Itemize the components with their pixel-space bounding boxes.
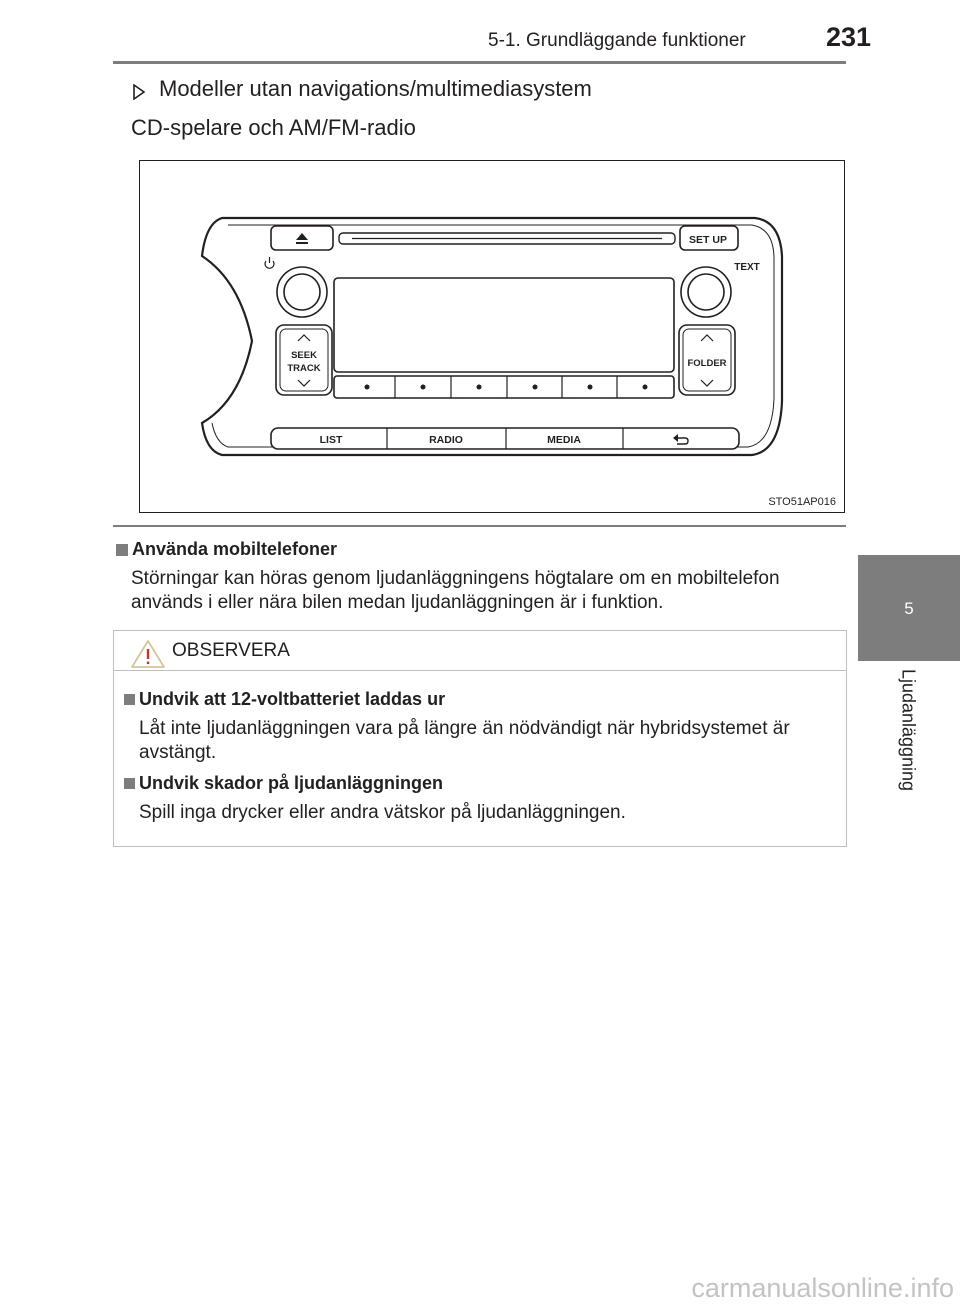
mobile-heading: Använda mobiltelefoner <box>132 539 338 559</box>
preset-6-dot <box>643 385 648 390</box>
radio-label: RADIO <box>429 434 463 446</box>
watermark: carmanualsonline.info <box>691 1273 954 1303</box>
notice-item-heading: Undvik skador på ljudanläggningen <box>139 773 444 793</box>
preset-5-dot <box>588 385 593 390</box>
chapter-tab <box>858 555 960 661</box>
list-label: LIST <box>319 434 343 446</box>
track-label: TRACK <box>287 363 321 374</box>
figure-code: STO51AP016 <box>768 496 836 508</box>
square-bullet-icon <box>124 694 135 705</box>
radio-figure <box>139 160 845 513</box>
sub-heading: CD-spelare och AM/FM-radio <box>131 115 416 140</box>
page-number: 231 <box>826 22 872 52</box>
radio-illustration <box>140 161 846 514</box>
text-label: TEXT <box>734 262 760 273</box>
preset-4-dot <box>533 385 538 390</box>
preset-1-dot <box>365 385 370 390</box>
warning-icon <box>130 639 166 669</box>
section-divider <box>113 525 846 527</box>
notice-title: OBSERVERA <box>172 640 290 661</box>
mobile-body: Störningar kan höras genom ljudanläggningens högtalare om en mobiltelefon används i eller nära bilen medan ljudanläggningen är i funktion. <box>131 568 780 613</box>
model-heading: Modeller utan navigations/multimediasystem <box>159 76 592 101</box>
notice-item-heading: Undvik att 12-voltbatteriet laddas ur <box>139 689 446 709</box>
notice-item-body: Spill inga drycker eller andra vätskor på ljudanläggningen. <box>139 802 626 823</box>
notice-box <box>113 630 847 847</box>
preset-button-row <box>334 376 674 398</box>
header-divider <box>113 61 846 64</box>
section-title: 5-1. Grundläggande funktioner <box>488 30 746 51</box>
preset-3-dot <box>477 385 482 390</box>
radio-display <box>334 278 674 372</box>
chapter-number: 5 <box>904 599 914 618</box>
notice-item-body: Låt inte ljudanläggningen vara på längre än nödvändigt när hybridsystemet är avstängt. <box>139 718 790 763</box>
folder-label: FOLDER <box>687 358 727 369</box>
setup-label: SET UP <box>689 234 727 246</box>
preset-2-dot <box>421 385 426 390</box>
chapter-label: Ljudanläggning <box>898 668 919 792</box>
arrow-right-icon <box>133 84 145 100</box>
media-label: MEDIA <box>547 434 581 446</box>
seek-label: SEEK <box>291 350 317 361</box>
notice-header <box>114 631 846 671</box>
square-bullet-icon <box>124 778 135 789</box>
square-bullet-icon <box>116 544 128 556</box>
